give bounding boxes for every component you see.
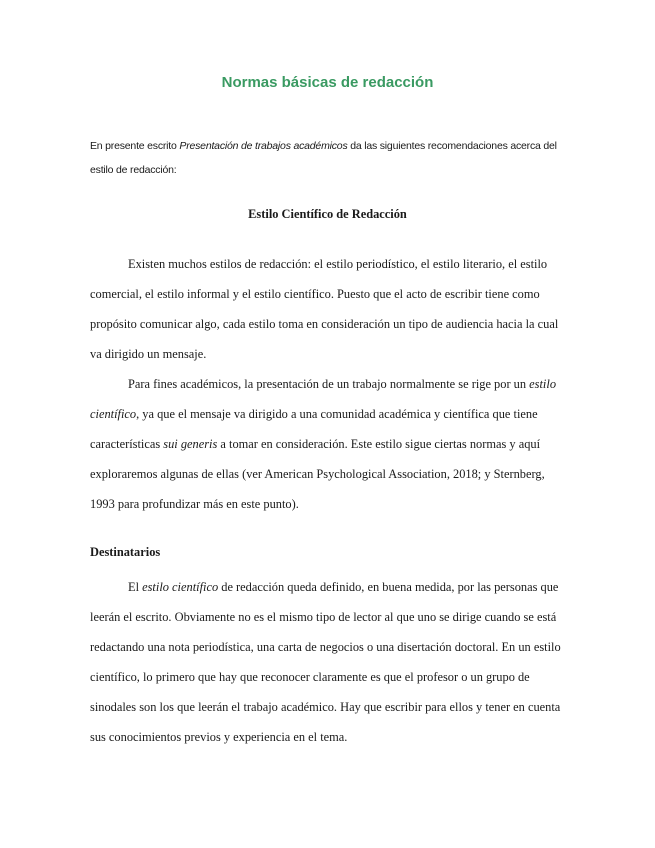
paragraph-text: a tomar en consideración. Este estilo sigue ciertas normas y aquí exploraremos algunas de ellas (ver American Psychological Association, 2018; y Sternberg, 1993 para profundizar más en este punto). xyxy=(90,437,545,511)
intro-text-start: En presente escrito xyxy=(90,140,180,152)
paragraph-estilos: Existen muchos estilos de redacción: el estilo periodístico, el estilo literario, el estilo comercial, el estilo informal y el estilo científico. Puesto que el acto de escribir tiene como propósito comunicar algo, cada estilo toma en consideración un tipo de audiencia hacia la cual va dirigido un mensaje. xyxy=(90,257,559,361)
paragraph-destinatarios xyxy=(90,572,566,752)
section-heading-destinatarios: Destinatarios xyxy=(90,545,161,559)
paragraph-text: de redacción queda definido, en buena medida, por las personas que leerán el escrito. Obviamente no es el mismo tipo de lector al que uno se dirige cuando se está redactando una nota periodística, una carta de negocios o una disertación doctoral. En un estilo científico, lo primero que hay que reconocer claramente es que el profesor o un grupo de sinodales son los que leerán el trabajo académico. Hay que escribir para ellos y tener en cuenta sus conocimientos previos y experiencia en el tema. xyxy=(90,580,561,744)
paragraph-fines-academicos xyxy=(90,369,566,519)
italic-term: sui generis xyxy=(163,437,218,451)
intro-paragraph xyxy=(90,134,570,182)
paragraph-text: , ya que el mensaje va dirigido a una comunidad académica y científica que tiene características xyxy=(90,407,538,451)
section-body-estilo xyxy=(90,249,566,519)
section-body-destinatarios xyxy=(90,572,566,752)
paragraph-text: El xyxy=(128,580,143,594)
intro-italic-title: Presentación de trabajos académicos xyxy=(179,140,348,152)
italic-term: estilo científico xyxy=(90,377,557,421)
italic-term: estilo científico xyxy=(142,580,219,594)
intro-text-end: da las siguientes recomendaciones acerca del estilo de redacción: xyxy=(90,140,557,176)
document-title: Normas básicas de redacción xyxy=(221,74,434,91)
section-heading-estilo: Estilo Científico de Redacción xyxy=(248,207,407,221)
paragraph-text: Para fines académicos, la presentación de un trabajo normalmente se rige por un xyxy=(128,377,530,391)
